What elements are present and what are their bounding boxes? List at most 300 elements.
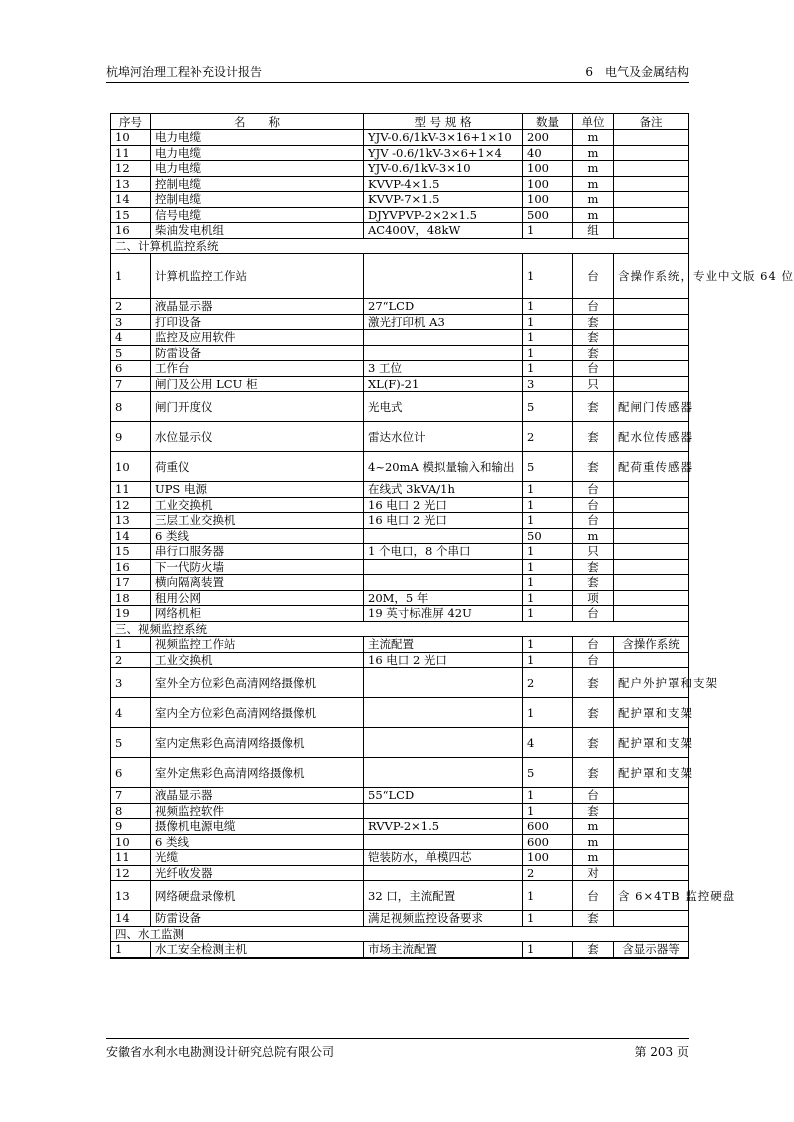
table-row xyxy=(111,497,689,513)
item-name: 6 类线 xyxy=(151,528,364,544)
table-row xyxy=(111,207,689,223)
item-unit: 套 xyxy=(573,575,614,591)
item-unit: 套 xyxy=(573,803,614,819)
table-row xyxy=(111,803,689,819)
item-spec: 满足视频监控设备要求 xyxy=(364,911,523,927)
row-number: 19 xyxy=(111,606,151,622)
item-name: 闸门开度仪 xyxy=(151,392,364,422)
item-name: 水位显示仪 xyxy=(151,422,364,452)
row-number: 2 xyxy=(111,299,151,315)
item-spec xyxy=(364,758,523,788)
row-number: 9 xyxy=(111,422,151,452)
item-quantity: 600 xyxy=(523,819,573,835)
item-quantity: 2 xyxy=(523,422,573,452)
table-row xyxy=(111,911,689,927)
item-unit: 套 xyxy=(573,758,614,788)
item-spec: 在线式 3kVA/1h xyxy=(364,482,523,498)
item-name: 柴油发电机组 xyxy=(151,223,364,239)
item-spec: 32 口，主流配置 xyxy=(364,881,523,911)
row-number: 12 xyxy=(111,865,151,881)
item-unit: m xyxy=(573,819,614,835)
item-name: 光纤收发器 xyxy=(151,865,364,881)
item-quantity: 5 xyxy=(523,758,573,788)
item-quantity: 1 xyxy=(523,942,573,958)
table-header-row xyxy=(111,114,689,130)
row-number: 16 xyxy=(111,223,151,239)
row-number: 1 xyxy=(111,942,151,958)
item-unit: m xyxy=(573,161,614,177)
item-unit: 台 xyxy=(573,299,614,315)
item-quantity: 100 xyxy=(523,192,573,208)
table-row xyxy=(111,544,689,560)
table-row xyxy=(111,606,689,622)
item-name: UPS 电源 xyxy=(151,482,364,498)
item-unit: 套 xyxy=(573,392,614,422)
table-row xyxy=(111,652,689,668)
item-spec: 16 电口 2 光口 xyxy=(364,652,523,668)
item-spec: 20M，5 年 xyxy=(364,590,523,606)
row-number: 4 xyxy=(111,698,151,728)
item-quantity: 40 xyxy=(523,145,573,161)
item-note xyxy=(614,850,689,866)
item-spec: 1 个电口，8 个串口 xyxy=(364,544,523,560)
item-quantity: 5 xyxy=(523,392,573,422)
item-name: 电力电缆 xyxy=(151,161,364,177)
item-quantity: 1 xyxy=(523,911,573,927)
item-quantity: 100 xyxy=(523,176,573,192)
item-name: 电力电缆 xyxy=(151,130,364,146)
table-row xyxy=(111,590,689,606)
row-number: 8 xyxy=(111,803,151,819)
section-row xyxy=(111,926,689,942)
item-quantity: 1 xyxy=(523,606,573,622)
row-number: 8 xyxy=(111,392,151,422)
row-number: 4 xyxy=(111,330,151,346)
item-unit: 套 xyxy=(573,314,614,330)
item-name: 6 类线 xyxy=(151,834,364,850)
item-spec: 19 英寸标准屏 42U xyxy=(364,606,523,622)
item-unit: 对 xyxy=(573,865,614,881)
page-header xyxy=(106,60,689,80)
table-row xyxy=(111,758,689,788)
item-name: 网络硬盘录像机 xyxy=(151,881,364,911)
row-number: 5 xyxy=(111,728,151,758)
row-number: 3 xyxy=(111,314,151,330)
item-unit: m xyxy=(573,207,614,223)
item-unit: m xyxy=(573,145,614,161)
item-unit: 套 xyxy=(573,330,614,346)
item-note: 含操作系统，专业中文版 64 位 xyxy=(614,254,689,299)
item-name: 防雷设备 xyxy=(151,911,364,927)
item-unit: 台 xyxy=(573,497,614,513)
item-quantity: 1 xyxy=(523,788,573,804)
item-quantity: 1 xyxy=(523,223,573,239)
item-unit: 套 xyxy=(573,422,614,452)
table-row xyxy=(111,482,689,498)
item-quantity: 2 xyxy=(523,668,573,698)
item-quantity: 4 xyxy=(523,728,573,758)
item-note xyxy=(614,361,689,377)
col-header-name: 名 称 xyxy=(151,114,364,130)
item-unit: m xyxy=(573,528,614,544)
item-quantity: 1 xyxy=(523,698,573,728)
item-quantity: 1 xyxy=(523,544,573,560)
row-number: 16 xyxy=(111,559,151,575)
item-name: 租用公网 xyxy=(151,590,364,606)
item-quantity: 1 xyxy=(523,803,573,819)
item-unit: 台 xyxy=(573,254,614,299)
row-number: 11 xyxy=(111,850,151,866)
item-name: 室内全方位彩色高清网络摄像机 xyxy=(151,698,364,728)
item-spec: YJV-0.6/1kV-3×10 xyxy=(364,161,523,177)
item-note xyxy=(614,376,689,392)
item-note xyxy=(614,652,689,668)
table-row xyxy=(111,314,689,330)
header-title: 杭埠河治理工程补充设计报告 xyxy=(106,65,263,79)
item-quantity: 1 xyxy=(523,513,573,529)
item-spec: 16 电口 2 光口 xyxy=(364,497,523,513)
item-name: 室内定焦彩色高清网络摄像机 xyxy=(151,728,364,758)
item-quantity: 1 xyxy=(523,559,573,575)
item-name: 液晶显示器 xyxy=(151,299,364,315)
item-spec: XL(F)-21 xyxy=(364,376,523,392)
item-note xyxy=(614,330,689,346)
page-footer xyxy=(106,1043,689,1060)
item-quantity: 5 xyxy=(523,452,573,482)
item-spec: YJV -0.6/1kV-3×6+1×4 xyxy=(364,145,523,161)
item-spec xyxy=(364,575,523,591)
table-row xyxy=(111,850,689,866)
table-row xyxy=(111,145,689,161)
item-spec: 3 工位 xyxy=(364,361,523,377)
table-row xyxy=(111,254,689,299)
item-quantity: 1 xyxy=(523,482,573,498)
item-unit: 套 xyxy=(573,698,614,728)
item-note xyxy=(614,207,689,223)
item-quantity: 600 xyxy=(523,834,573,850)
row-number: 14 xyxy=(111,911,151,927)
item-spec xyxy=(364,345,523,361)
row-number: 13 xyxy=(111,513,151,529)
item-spec xyxy=(364,528,523,544)
item-spec xyxy=(364,834,523,850)
item-quantity: 200 xyxy=(523,130,573,146)
item-unit: m xyxy=(573,192,614,208)
item-quantity: 1 xyxy=(523,497,573,513)
table-row xyxy=(111,575,689,591)
item-note xyxy=(614,528,689,544)
item-spec xyxy=(364,803,523,819)
table-row xyxy=(111,728,689,758)
item-note: 配荷重传感器 xyxy=(614,452,689,482)
table-row xyxy=(111,422,689,452)
row-number: 13 xyxy=(111,176,151,192)
item-spec: 市场主流配置 xyxy=(364,942,523,958)
table-row xyxy=(111,192,689,208)
item-note xyxy=(614,497,689,513)
item-name: 网络机柜 xyxy=(151,606,364,622)
item-quantity: 1 xyxy=(523,330,573,346)
table-row xyxy=(111,559,689,575)
item-note xyxy=(614,513,689,529)
item-note: 含操作系统 xyxy=(614,637,689,653)
item-note: 配护罩和支架 xyxy=(614,698,689,728)
item-note xyxy=(614,606,689,622)
item-spec xyxy=(364,865,523,881)
table-row xyxy=(111,299,689,315)
row-number: 1 xyxy=(111,637,151,653)
item-spec xyxy=(364,559,523,575)
table-row xyxy=(111,161,689,177)
item-unit: m xyxy=(573,130,614,146)
item-unit: 台 xyxy=(573,881,614,911)
item-spec: 光电式 xyxy=(364,392,523,422)
item-note xyxy=(614,559,689,575)
row-number: 6 xyxy=(111,361,151,377)
item-quantity: 1 xyxy=(523,590,573,606)
item-note xyxy=(614,176,689,192)
item-unit: m xyxy=(573,176,614,192)
table-row xyxy=(111,452,689,482)
section-row xyxy=(111,238,689,254)
table-row xyxy=(111,881,689,911)
table-row xyxy=(111,528,689,544)
section-title: 三、视频监控系统 xyxy=(111,621,689,637)
item-spec: 4~20mA 模拟量输入和输出 xyxy=(364,452,523,482)
item-spec: 主流配置 xyxy=(364,637,523,653)
item-name: 水工安全检测主机 xyxy=(151,942,364,958)
row-number: 11 xyxy=(111,145,151,161)
item-name: 控制电缆 xyxy=(151,192,364,208)
item-unit: 台 xyxy=(573,637,614,653)
item-name: 摄像机电源电缆 xyxy=(151,819,364,835)
item-name: 监控及应用软件 xyxy=(151,330,364,346)
row-number: 13 xyxy=(111,881,151,911)
table-row xyxy=(111,513,689,529)
table-row xyxy=(111,130,689,146)
table-row xyxy=(111,637,689,653)
row-number: 2 xyxy=(111,652,151,668)
table-row xyxy=(111,223,689,239)
item-name: 下一代防火墙 xyxy=(151,559,364,575)
row-number: 11 xyxy=(111,482,151,498)
item-quantity: 1 xyxy=(523,881,573,911)
item-unit: 只 xyxy=(573,544,614,560)
item-spec: 27“LCD xyxy=(364,299,523,315)
item-spec xyxy=(364,728,523,758)
row-number: 10 xyxy=(111,130,151,146)
item-name: 视频监控工作站 xyxy=(151,637,364,653)
table-row xyxy=(111,819,689,835)
item-quantity: 100 xyxy=(523,850,573,866)
item-quantity: 1 xyxy=(523,361,573,377)
row-number: 15 xyxy=(111,207,151,223)
table-body xyxy=(111,130,794,958)
item-unit: 只 xyxy=(573,376,614,392)
item-quantity: 50 xyxy=(523,528,573,544)
row-number: 7 xyxy=(111,376,151,392)
item-quantity: 1 xyxy=(523,575,573,591)
item-unit: 套 xyxy=(573,942,614,958)
section-row xyxy=(111,621,689,637)
row-number: 18 xyxy=(111,590,151,606)
col-header-note: 备注 xyxy=(614,114,689,130)
item-note xyxy=(614,865,689,881)
item-quantity: 1 xyxy=(523,637,573,653)
item-quantity: 2 xyxy=(523,865,573,881)
item-spec: KVVP-7×1.5 xyxy=(364,192,523,208)
item-note xyxy=(614,834,689,850)
table-row xyxy=(111,330,689,346)
item-spec: 激光打印机 A3 xyxy=(364,314,523,330)
item-unit: 台 xyxy=(573,361,614,377)
item-unit: m xyxy=(573,834,614,850)
item-quantity: 1 xyxy=(523,345,573,361)
item-note xyxy=(614,544,689,560)
item-name: 室外定焦彩色高清网络摄像机 xyxy=(151,758,364,788)
item-note: 配护罩和支架 xyxy=(614,728,689,758)
table-row xyxy=(111,345,689,361)
item-quantity: 100 xyxy=(523,161,573,177)
item-quantity: 1 xyxy=(523,299,573,315)
table-row xyxy=(111,392,689,422)
col-header-qty: 数量 xyxy=(523,114,573,130)
item-note xyxy=(614,299,689,315)
item-name: 串行口服务器 xyxy=(151,544,364,560)
table-row xyxy=(111,865,689,881)
item-note xyxy=(614,161,689,177)
item-unit: 台 xyxy=(573,513,614,529)
table-row xyxy=(111,698,689,728)
item-unit: 套 xyxy=(573,668,614,698)
row-number: 6 xyxy=(111,758,151,788)
item-note xyxy=(614,314,689,330)
item-name: 三层工业交换机 xyxy=(151,513,364,529)
row-number: 10 xyxy=(111,452,151,482)
row-number: 1 xyxy=(111,254,151,299)
item-spec: 55“LCD xyxy=(364,788,523,804)
item-note: 配户外护罩和支架 xyxy=(614,668,689,698)
item-quantity: 1 xyxy=(523,652,573,668)
table-row xyxy=(111,376,689,392)
col-header-spec: 型 号 规 格 xyxy=(364,114,523,130)
item-unit: 台 xyxy=(573,606,614,622)
item-spec xyxy=(364,668,523,698)
item-note xyxy=(614,819,689,835)
item-name: 工作台 xyxy=(151,361,364,377)
item-spec: DJYVPVP-2×2×1.5 xyxy=(364,207,523,223)
item-note: 配闸门传感器 xyxy=(614,392,689,422)
item-spec: 铠装防水，单模四芯 xyxy=(364,850,523,866)
item-unit: m xyxy=(573,850,614,866)
item-unit: 台 xyxy=(573,482,614,498)
item-name: 横向隔离装置 xyxy=(151,575,364,591)
row-number: 15 xyxy=(111,544,151,560)
table-row xyxy=(111,942,689,958)
item-unit: 套 xyxy=(573,728,614,758)
item-name: 视频监控软件 xyxy=(151,803,364,819)
item-name: 信号电缆 xyxy=(151,207,364,223)
footer-company: 安徽省水利水电勘测设计研究总院有限公司 xyxy=(106,1045,335,1059)
item-note xyxy=(614,803,689,819)
item-note xyxy=(614,223,689,239)
table-row xyxy=(111,668,689,698)
item-note: 含 6×4TB 监控硬盘 xyxy=(614,881,689,911)
row-number: 12 xyxy=(111,497,151,513)
item-spec: 雷达水位计 xyxy=(364,422,523,452)
item-quantity: 1 xyxy=(523,314,573,330)
row-number: 12 xyxy=(111,161,151,177)
item-unit: 套 xyxy=(573,911,614,927)
section-title: 四、水工监测 xyxy=(111,926,689,942)
item-unit: 套 xyxy=(573,345,614,361)
row-number: 5 xyxy=(111,345,151,361)
item-note xyxy=(614,145,689,161)
item-unit: 台 xyxy=(573,652,614,668)
item-unit: 组 xyxy=(573,223,614,239)
item-name: 控制电缆 xyxy=(151,176,364,192)
item-quantity: 500 xyxy=(523,207,573,223)
item-name: 光缆 xyxy=(151,850,364,866)
table-row xyxy=(111,176,689,192)
item-name: 防雷设备 xyxy=(151,345,364,361)
item-spec: 16 电口 2 光口 xyxy=(364,513,523,529)
item-note xyxy=(614,911,689,927)
row-number: 17 xyxy=(111,575,151,591)
col-header-unit: 单位 xyxy=(573,114,614,130)
col-header-no: 序号 xyxy=(111,114,151,130)
item-name: 荷重仪 xyxy=(151,452,364,482)
item-spec xyxy=(364,330,523,346)
equipment-table xyxy=(110,113,794,959)
item-note xyxy=(614,575,689,591)
footer-rule xyxy=(106,1038,689,1039)
item-spec: KVVP-4×1.5 xyxy=(364,176,523,192)
item-spec xyxy=(364,254,523,299)
item-name: 计算机监控工作站 xyxy=(151,254,364,299)
item-unit: 套 xyxy=(573,452,614,482)
row-number: 14 xyxy=(111,528,151,544)
table-row xyxy=(111,361,689,377)
item-name: 工业交换机 xyxy=(151,497,364,513)
table-row xyxy=(111,834,689,850)
item-unit: 套 xyxy=(573,559,614,575)
row-number: 3 xyxy=(111,668,151,698)
row-number: 14 xyxy=(111,192,151,208)
item-note: 配水位传感器 xyxy=(614,422,689,452)
row-number: 10 xyxy=(111,834,151,850)
item-quantity: 1 xyxy=(523,254,573,299)
item-note: 配护罩和支架 xyxy=(614,758,689,788)
item-note xyxy=(614,192,689,208)
item-unit: 台 xyxy=(573,788,614,804)
item-note xyxy=(614,590,689,606)
header-rule xyxy=(106,82,689,83)
item-name: 打印设备 xyxy=(151,314,364,330)
row-number: 7 xyxy=(111,788,151,804)
item-unit: 项 xyxy=(573,590,614,606)
row-number: 9 xyxy=(111,819,151,835)
section-title: 二、计算机监控系统 xyxy=(111,238,689,254)
item-spec xyxy=(364,698,523,728)
item-spec: AC400V，48kW xyxy=(364,223,523,239)
table-row xyxy=(111,788,689,804)
header-chapter: 6 电气及金属结构 xyxy=(585,65,689,79)
item-name: 电力电缆 xyxy=(151,145,364,161)
item-note xyxy=(614,482,689,498)
item-note: 含显示器等 xyxy=(614,942,689,958)
item-note xyxy=(614,345,689,361)
